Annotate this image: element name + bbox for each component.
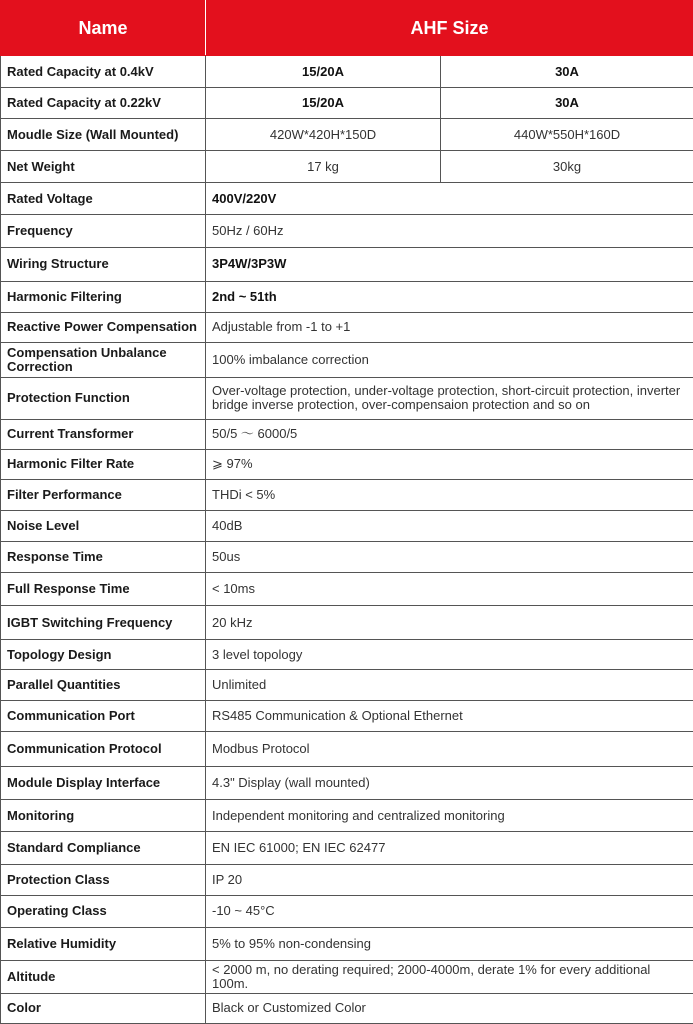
row-value: 5% to 95% non-condensing xyxy=(206,927,693,960)
row-label: Monitoring xyxy=(1,800,206,832)
row-value: 40dB xyxy=(206,510,693,541)
row-value: 100% imbalance correction xyxy=(206,342,693,377)
row-label: Harmonic Filter Rate xyxy=(1,449,206,479)
row-label: IGBT Switching Frequency xyxy=(1,606,206,640)
table-row xyxy=(1,800,693,832)
row-value: Modbus Protocol xyxy=(206,732,693,767)
row-label: Filter Performance xyxy=(1,479,206,510)
table-row xyxy=(1,606,693,640)
table-row xyxy=(1,377,693,419)
row-label: Harmonic Filtering xyxy=(1,281,206,312)
row-value: 3P4W/3P3W xyxy=(206,248,693,281)
table-row xyxy=(1,732,693,767)
cell-value-b: 30A xyxy=(441,88,693,119)
table-row xyxy=(1,895,693,927)
table-row xyxy=(1,151,693,183)
row-value: 3 level topology xyxy=(206,640,693,670)
row-value: < 10ms xyxy=(206,572,693,605)
cell-value-b: 440W*550H*160D xyxy=(441,119,693,151)
row-label: Current Transformer xyxy=(1,419,206,449)
row-label: Communication Protocol xyxy=(1,732,206,767)
row-label: Moudle Size (Wall Mounted) xyxy=(1,119,206,151)
cell-value-b: 30kg xyxy=(441,151,693,183)
row-label: Rated Capacity at 0.22kV xyxy=(1,88,206,119)
table-row xyxy=(1,312,693,342)
row-label: Frequency xyxy=(1,215,206,248)
table-row xyxy=(1,419,693,449)
row-value: 2nd ~ 51th xyxy=(206,281,693,312)
row-value: Unlimited xyxy=(206,670,693,701)
header-row xyxy=(1,1,693,56)
row-label: Standard Compliance xyxy=(1,832,206,864)
row-value: 400V/220V xyxy=(206,183,693,215)
table-row xyxy=(1,572,693,605)
row-label: Rated Voltage xyxy=(1,183,206,215)
row-value: 50/5 ～ 6000/5 xyxy=(206,419,693,449)
table-row xyxy=(1,183,693,215)
table-row xyxy=(1,479,693,510)
table-row xyxy=(1,119,693,151)
row-value: 4.3" Display (wall mounted) xyxy=(206,767,693,800)
header-name: Name xyxy=(1,1,206,56)
table-row xyxy=(1,767,693,800)
row-label: Module Display Interface xyxy=(1,767,206,800)
row-label: Protection Function xyxy=(1,377,206,419)
table-row xyxy=(1,56,693,88)
table-row xyxy=(1,832,693,864)
table-row xyxy=(1,541,693,572)
row-value: Over-voltage protection, under-voltage protection, short-circuit protection, inverter bridge inverse protection, over-compensaion protection and so on xyxy=(206,377,693,419)
table-row xyxy=(1,960,693,993)
row-value: 20 kHz xyxy=(206,606,693,640)
row-label: Wiring Structure xyxy=(1,248,206,281)
row-label: Net Weight xyxy=(1,151,206,183)
table-row xyxy=(1,342,693,377)
row-label: Compensation Unbalance Correction xyxy=(1,342,206,377)
table-row xyxy=(1,993,693,1023)
row-label: Relative Humidity xyxy=(1,927,206,960)
row-label: Protection Class xyxy=(1,864,206,895)
row-value: Black or Customized Color xyxy=(206,993,693,1023)
row-label: Topology Design xyxy=(1,640,206,670)
table-row xyxy=(1,88,693,119)
row-value: 50us xyxy=(206,541,693,572)
cell-value-a: 17 kg xyxy=(206,151,441,183)
table-row xyxy=(1,701,693,732)
row-value: IP 20 xyxy=(206,864,693,895)
table-row xyxy=(1,510,693,541)
row-value: 50Hz / 60Hz xyxy=(206,215,693,248)
table-row xyxy=(1,864,693,895)
table-row xyxy=(1,927,693,960)
row-value: -10 ~ 45°C xyxy=(206,895,693,927)
row-label: Full Response Time xyxy=(1,572,206,605)
row-label: Altitude xyxy=(1,960,206,993)
cell-value-a: 420W*420H*150D xyxy=(206,119,441,151)
table-row xyxy=(1,281,693,312)
row-label: Parallel Quantities xyxy=(1,670,206,701)
table-row xyxy=(1,640,693,670)
row-value: THDi < 5% xyxy=(206,479,693,510)
header-ahf-size: AHF Size xyxy=(206,1,693,56)
row-label: Operating Class xyxy=(1,895,206,927)
cell-value-b: 30A xyxy=(441,56,693,88)
cell-value-a: 15/20A xyxy=(206,88,441,119)
cell-value-a: 15/20A xyxy=(206,56,441,88)
row-label: Response Time xyxy=(1,541,206,572)
table-row xyxy=(1,670,693,701)
row-value: EN IEC 61000; EN IEC 62477 xyxy=(206,832,693,864)
row-label: Noise Level xyxy=(1,510,206,541)
table-row xyxy=(1,248,693,281)
row-value: Adjustable from -1 to +1 xyxy=(206,312,693,342)
row-label: Color xyxy=(1,993,206,1023)
row-value: ⩾ 97% xyxy=(206,449,693,479)
row-value: RS485 Communication & Optional Ethernet xyxy=(206,701,693,732)
row-label: Reactive Power Compensation xyxy=(1,312,206,342)
row-value: < 2000 m, no derating required; 2000-4000m, derate 1% for every additional 100m. xyxy=(206,960,693,993)
table-row xyxy=(1,215,693,248)
row-value: Independent monitoring and centralized monitoring xyxy=(206,800,693,832)
table-row xyxy=(1,449,693,479)
row-label: Communication Port xyxy=(1,701,206,732)
row-label: Rated Capacity at 0.4kV xyxy=(1,56,206,88)
